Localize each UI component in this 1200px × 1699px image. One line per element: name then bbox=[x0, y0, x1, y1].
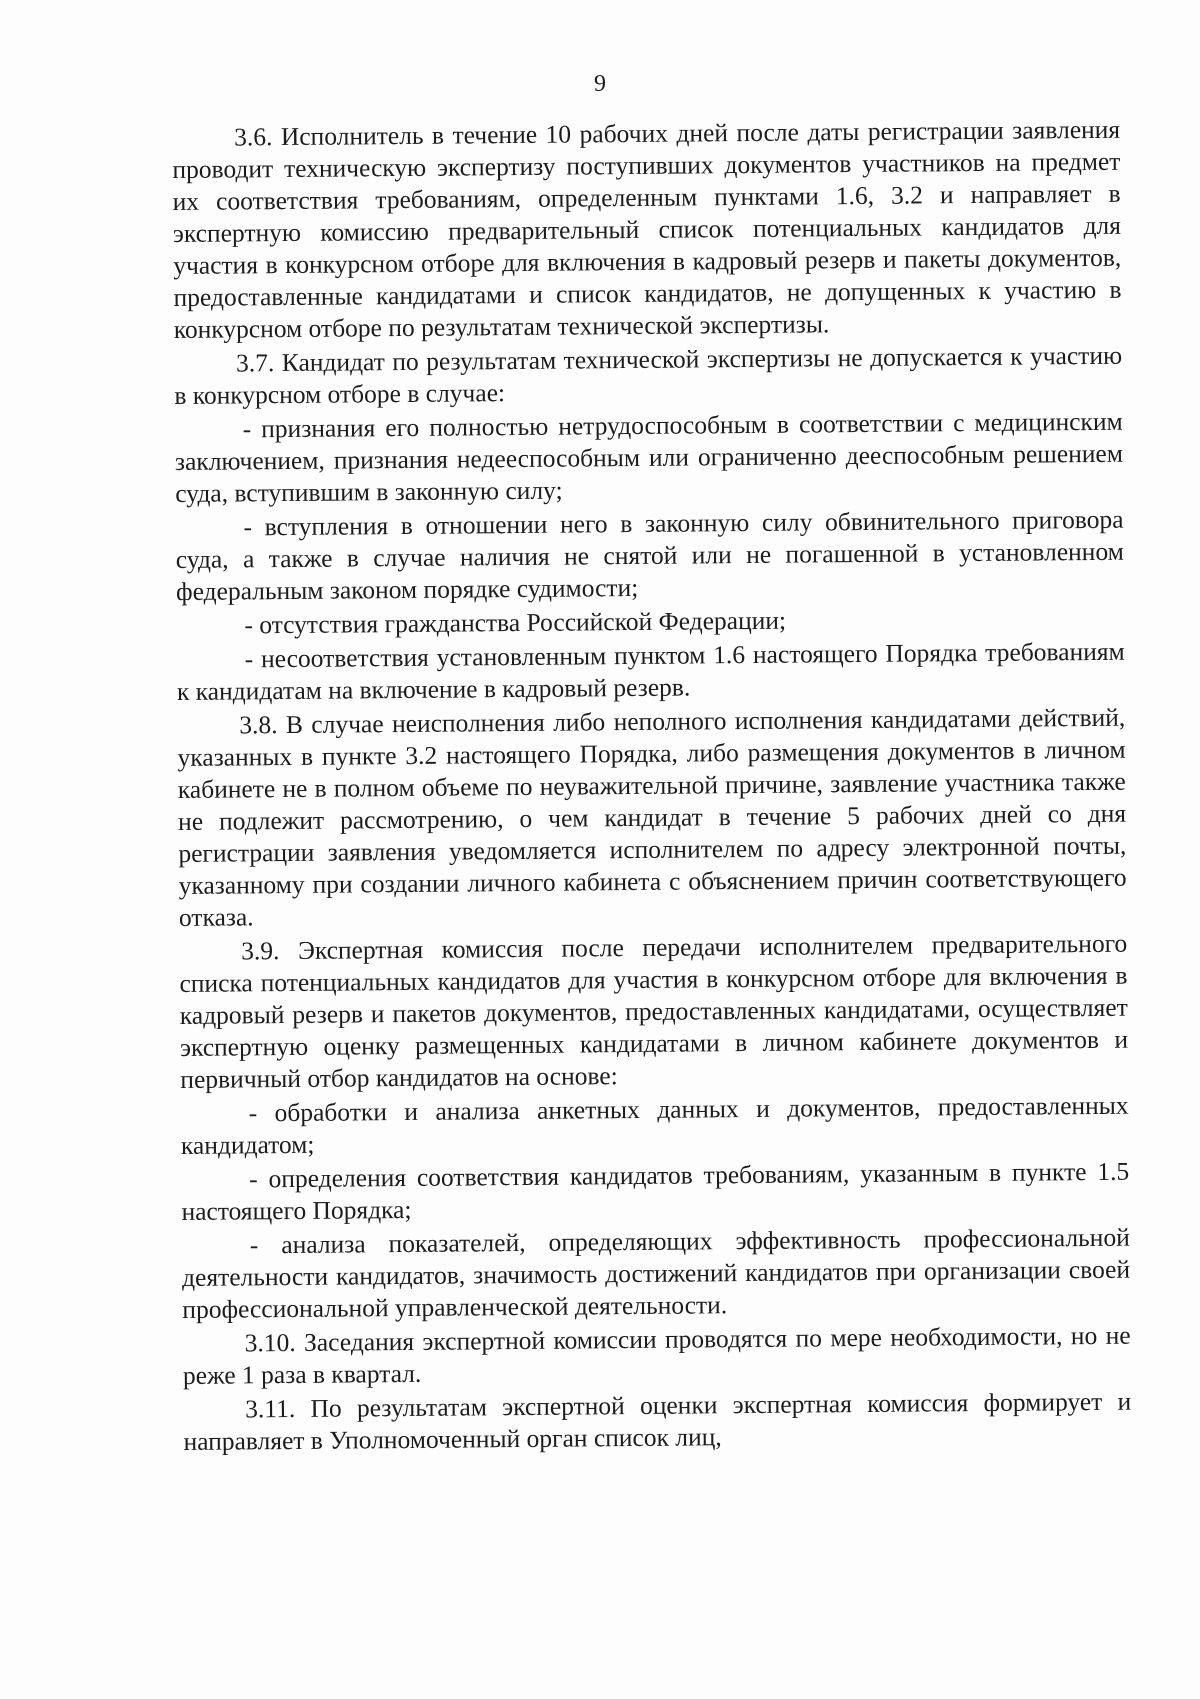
paragraph-3-7: 3.7. Кандидат по результатам технической экспертизы не допускается к участию в конкурсном отборе в случае: bbox=[174, 340, 1123, 410]
paragraph-3-10: 3.10. Заседания экспертной комиссии проводятся по мере необходимости, но не реже 1 раза в квартал. bbox=[182, 1320, 1131, 1390]
list-item: - вступления в отношении него в законную силу обвинительного приговора суда, а также в случае наличия не снятой или не погашенной в установленном федеральным законом порядке судимости; bbox=[175, 504, 1124, 606]
list-item: - несоответствия установленным пунктом 1.6 настоящего Порядка требованиям к кандидатам на включение в кадровый резерв. bbox=[176, 636, 1125, 706]
paragraph-3-6: 3.6. Исполнитель в течение 10 рабочих дней после даты регистрации заявления проводит техническую экспертизу поступивших документов участников на предмет их соответствия требованиям, определенным пунктами 1.6, 3.2 и направляет в экспертную комиссию предварительный список потенциальных кандидатов для участия в конкурсном отборе для включения в кадровый резерв и пакеты документов, предоставленные кандидатами и список кандидатов, не допущенных к участию в конкурсном отборе по результатам технической экспертизы. bbox=[172, 114, 1122, 344]
page-number: 9 bbox=[594, 71, 606, 97]
list-item: - анализа показателей, определяющих эффективность профессиональной деятельности кандидатов, значимость достижений кандидатов при организации своей профессиональной управленческой деятельности. bbox=[181, 1222, 1131, 1324]
list-item: - определения соответствия кандидатов требованиям, указанным в пункте 1.5 настоящего Порядка; bbox=[181, 1156, 1130, 1226]
list-item: - признания его полностью нетрудоспособным в соответствии с медицинским заключением, признания недееспособным или ограниченно дееспособным решением суда, вступившим в законную силу; bbox=[174, 406, 1124, 508]
list-item: - обработки и анализа анкетных данных и документов, предоставленных кандидатом; bbox=[180, 1090, 1129, 1160]
paragraph-3-9: 3.9. Экспертная комиссия после передачи исполнителем предварительного списка потенциальных кандидатов для участия в конкурсном отборе для включения в кадровый резерв и пакетов документов, предоставленных кандидатами, осуществляет экспертную оценку размещенных кандидатами в личном кабинете документов и первичный отбор кандидатов на основе: bbox=[179, 928, 1129, 1094]
list-item: - отсутствия гражданства Российской Федерации; bbox=[244, 605, 787, 640]
paragraph-3-8: 3.8. В случае неисполнения либо неполного исполнения кандидатами действий, указанных в пункте 3.2 настоящего Порядка, либо размещения документов в личном кабинете не в полном объеме по неуважительной причине, заявление участника также не подлежит рассмотрению, о чем кандидат в течение 5 рабочих дней со дня регистрации заявления уведомляется исполнителем по адресу электронной почты, указанному при создании личного кабинета с объяснением причин соответствующего отказа. bbox=[177, 702, 1127, 932]
paragraph-3-11: 3.11. По результатам экспертной оценки экспертная комиссия формирует и направляет в Уполномоченный орган список лиц, bbox=[183, 1386, 1132, 1456]
document-body bbox=[172, 114, 1132, 1460]
